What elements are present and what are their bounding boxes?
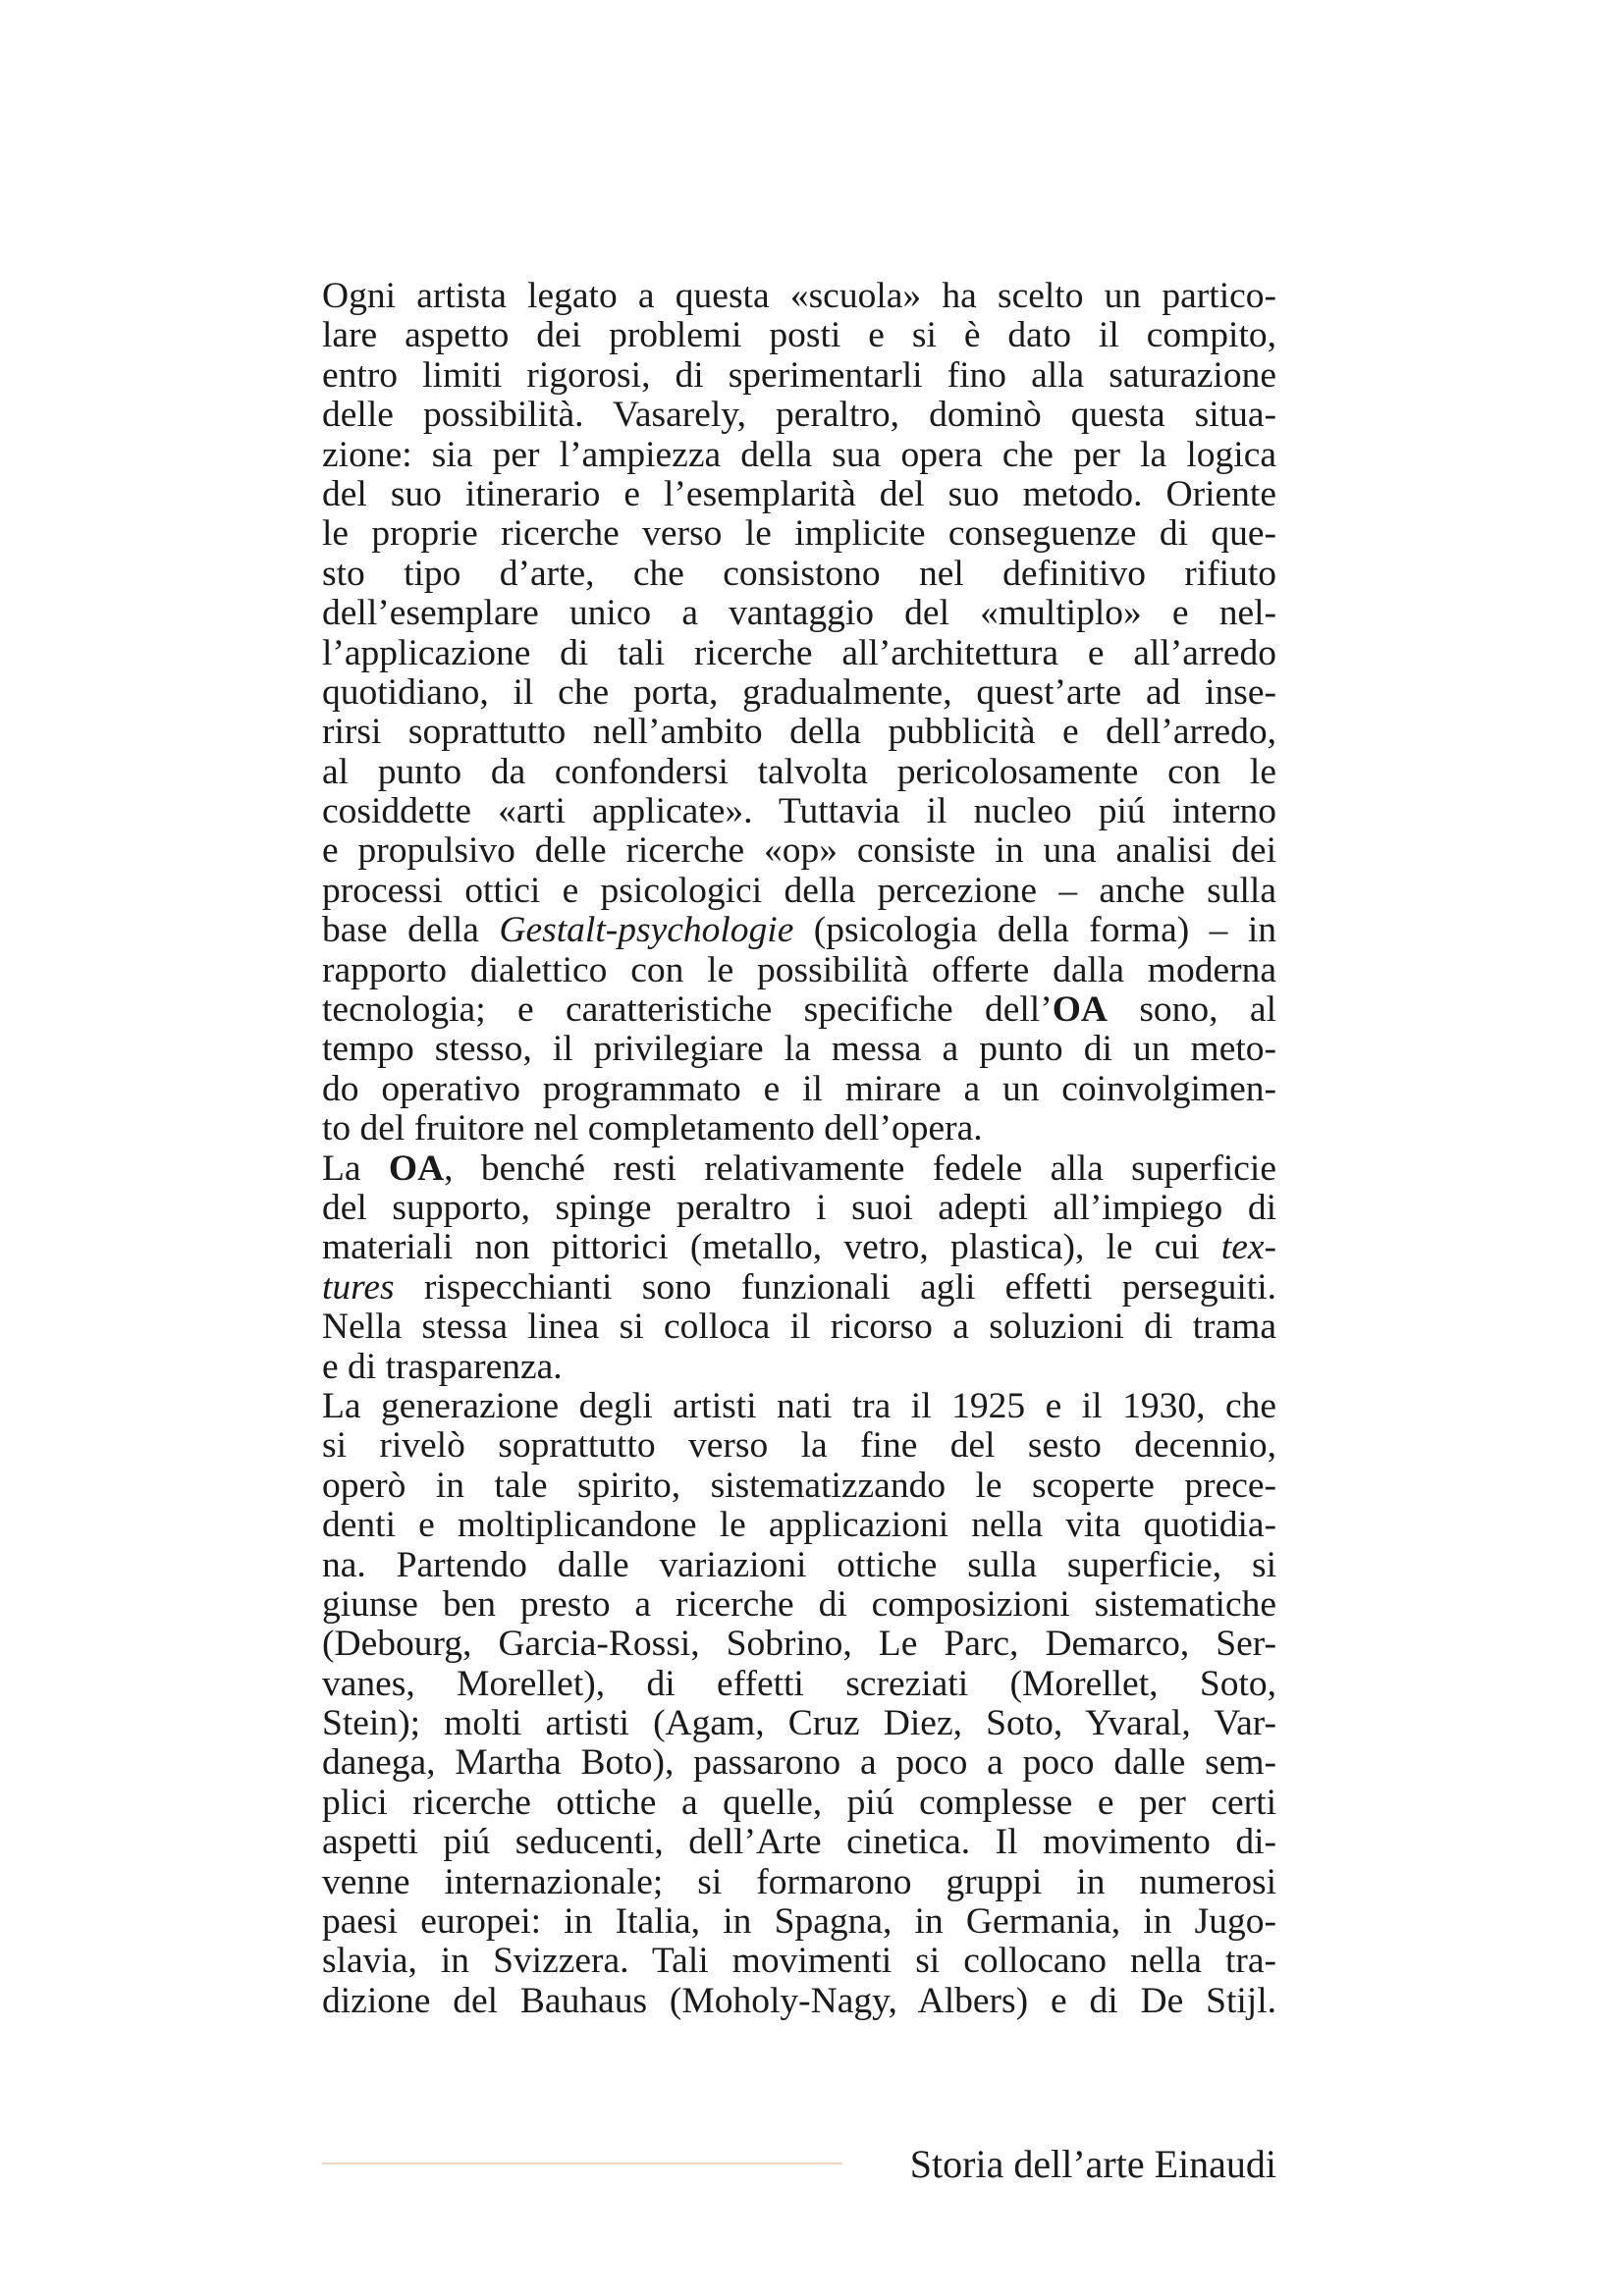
text-line: [322, 1030, 1276, 1069]
text-line: [322, 1704, 1276, 1743]
text-line: [322, 872, 1276, 911]
text-line: [322, 1546, 1276, 1585]
text-line: [322, 1942, 1276, 1981]
text-segment: to del fruitore nel completamento dell’opera.: [322, 1108, 983, 1149]
text-segment: na. Partendo dalle variazioni ottiche sulla superficie, si: [322, 1544, 1276, 1585]
footer-title: Storia dell’arte Einaudi: [909, 2142, 1276, 2186]
text-segment: base della: [322, 910, 500, 951]
text-line: [322, 277, 1276, 316]
italic-term: tures: [322, 1266, 395, 1308]
text-line: [322, 1863, 1276, 1902]
text-line: [322, 1070, 1276, 1109]
text-segment: La generazione degli artisti nati tra il 1925 e il 1930, che: [322, 1385, 1276, 1426]
text-line: [322, 396, 1276, 435]
text-segment: paesi europei: in Italia, in Spagna, in Germania, in Jugo-: [322, 1901, 1276, 1943]
text-line: [322, 792, 1276, 831]
italic-term: Gestalt-psychologie: [499, 910, 794, 951]
text-line: [322, 1228, 1276, 1267]
text-segment: Nella stessa linea si colloca il ricorso a soluzioni di trama: [322, 1307, 1276, 1348]
text-line: [322, 1625, 1276, 1664]
text-line: [322, 1308, 1276, 1347]
text-line: [322, 1109, 1276, 1148]
text-line: [322, 475, 1276, 514]
text-line: [322, 990, 1276, 1030]
text-segment: e propulsivo delle ricerche «op» consiste in una analisi dei: [322, 830, 1276, 872]
bold-term: OA: [388, 1148, 445, 1189]
text-line: [322, 1467, 1276, 1506]
text-segment: processi ottici e psicologici della percezione – anche sulla: [322, 870, 1276, 911]
text-segment: slavia, in Svizzera. Tali movimenti si collocano nella tra-: [322, 1941, 1276, 1982]
text-line: [322, 1902, 1276, 1942]
text-segment: giunse ben presto a ricerche di composizioni sistematiche: [322, 1583, 1276, 1625]
text-line: [322, 1743, 1276, 1783]
text-segment: lare aspetto dei problemi posti e si è dato il compito,: [322, 315, 1276, 356]
text-segment: (Debourg, Garcia-Rossi, Sobrino, Le Parc, Demarco, Ser-: [322, 1624, 1276, 1665]
text-line: [322, 1387, 1276, 1426]
text-line: [322, 1348, 1276, 1387]
text-line: [322, 831, 1276, 871]
text-segment: danega, Martha Boto), passarono a poco a poco dalle sem-: [322, 1742, 1276, 1784]
page-footer: [322, 2140, 1276, 2189]
text-line: [322, 1823, 1276, 1862]
footer-rule: [322, 2163, 842, 2164]
text-segment: (psicologia della forma) – in: [793, 910, 1277, 951]
text-line: [322, 555, 1276, 594]
text-segment: denti e moltiplicandone le applicazioni nella vita quotidia-: [322, 1505, 1276, 1546]
text-segment: entro limiti rigorosi, di sperimentarli fino alla saturazione: [322, 354, 1276, 396]
text-line: [322, 316, 1276, 355]
text-segment: rapporto dialettico con le possibilità offerte dalla moderna: [322, 949, 1276, 990]
text-line: [322, 1982, 1276, 2021]
text-segment: zione: sia per l’ampiezza della sua opera che per la logica: [322, 434, 1276, 475]
text-segment: cosiddette «arti applicate». Tuttavia il nucleo piú interno: [322, 791, 1276, 832]
text-segment: e di trasparenza.: [322, 1346, 563, 1387]
text-segment: al punto da confondersi talvolta pericolosamente con le: [322, 751, 1276, 792]
text-segment: sto tipo d’arte, che consistono nel definitivo rifiuto: [322, 553, 1276, 594]
text-segment: si rivelò soprattutto verso la fine del sesto decennio,: [322, 1425, 1276, 1467]
text-line: [322, 634, 1276, 673]
italic-term: tex-: [1220, 1227, 1276, 1268]
text-segment: La: [322, 1148, 389, 1189]
text-segment: Stein); molti artisti (Agam, Cruz Diez, Soto, Yvaral, Var-: [322, 1703, 1276, 1744]
body-text: [322, 277, 1276, 2021]
text-segment: do operativo programmato e il mirare a un coinvolgimen-: [322, 1068, 1276, 1109]
text-segment: le proprie ricerche verso le implicite conseguenze di que-: [322, 513, 1276, 555]
text-segment: delle possibilità. Vasarely, peraltro, dominò questa situa-: [322, 395, 1276, 436]
text-segment: dizione del Bauhaus (Moholy-Nagy, Albers) e di De Stijl.: [322, 1980, 1276, 2021]
text-line: [322, 594, 1276, 633]
text-line: [322, 713, 1276, 752]
text-segment: operò in tale spirito, sistematizzando le scoperte prece-: [322, 1465, 1276, 1506]
bold-term: OA: [1052, 989, 1108, 1031]
text-segment: sono, al: [1107, 989, 1276, 1031]
text-segment: tecnologia; e caratteristiche specifiche dell’: [322, 989, 1053, 1031]
text-line: [322, 1189, 1276, 1228]
text-segment: materiali non pittorici (metallo, vetro, plastica), le cui: [322, 1227, 1221, 1268]
text-line: [322, 911, 1276, 950]
text-segment: del supporto, spinge peraltro i suoi adepti all’impiego di: [322, 1187, 1276, 1228]
text-segment: tempo stesso, il privilegiare la messa a punto di un meto-: [322, 1029, 1276, 1070]
text-segment: vanes, Morellet), di effetti screziati (Morellet, Soto,: [322, 1663, 1276, 1704]
text-line: [322, 1268, 1276, 1308]
text-segment: , benché resti relativamente fedele alla superficie: [444, 1148, 1276, 1189]
text-line: [322, 356, 1276, 396]
text-line: [322, 1585, 1276, 1625]
text-line: [322, 1665, 1276, 1704]
text-line: [322, 1149, 1276, 1189]
text-segment: aspetti piú seducenti, dell’Arte cinetica. Il movimento di-: [322, 1822, 1276, 1863]
text-line: [322, 1426, 1276, 1466]
text-segment: plici ricerche ottiche a quelle, piú complesse e per certi: [322, 1782, 1276, 1823]
text-segment: dell’esemplare unico a vantaggio del «multiplo» e nel-: [322, 593, 1276, 634]
text-line: [322, 1506, 1276, 1545]
text-segment: l’applicazione di tali ricerche all’architettura e all’arredo: [322, 632, 1276, 673]
text-line: [322, 514, 1276, 554]
text-segment: del suo itinerario e l’esemplarità del suo metodo. Oriente: [322, 473, 1276, 514]
text-line: [322, 753, 1276, 792]
text-line: [322, 1784, 1276, 1823]
text-line: [322, 436, 1276, 475]
text-segment: rirsi soprattutto nell’ambito della pubblicità e dell’arredo,: [322, 712, 1276, 753]
text-line: [322, 951, 1276, 990]
text-segment: Ogni artista legato a questa «scuola» ha scelto un partico-: [322, 276, 1276, 316]
text-segment: rispecchianti sono funzionali agli effetti perseguiti.: [394, 1266, 1276, 1308]
text-segment: venne internazionale; si formarono gruppi in numerosi: [322, 1861, 1276, 1902]
text-line: [322, 673, 1276, 713]
text-segment: quotidiano, il che porta, gradualmente, quest’arte ad inse-: [322, 671, 1276, 713]
